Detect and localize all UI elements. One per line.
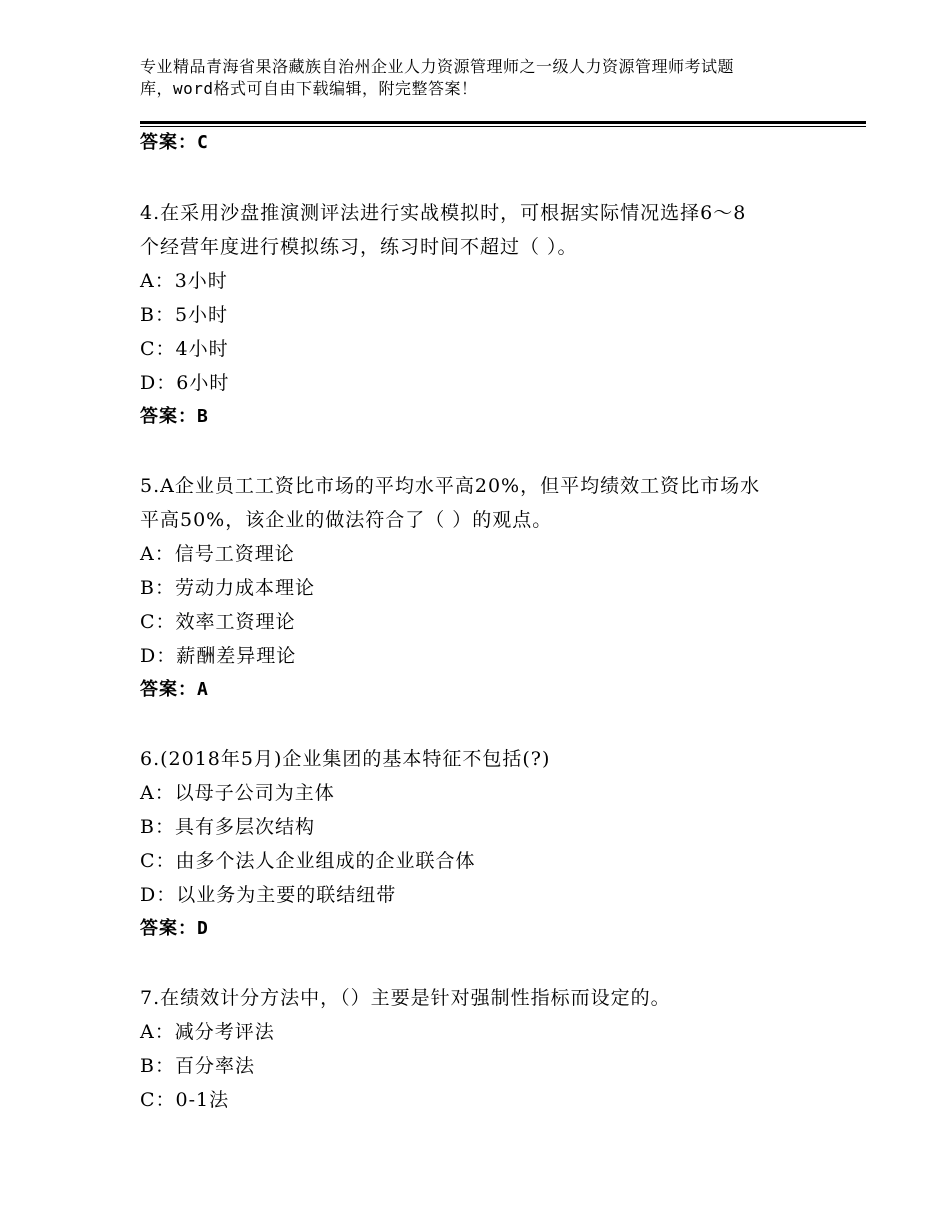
header-line-1: 专业精品青海省果洛藏族自治州企业人力资源管理师之一级人力资源管理师考试题 bbox=[140, 57, 735, 76]
answer-prev: 答案：C bbox=[140, 132, 209, 153]
q6-stem-line-1: 6.(2018年5月)企业集团的基本特征不包括(?) bbox=[140, 748, 551, 770]
q7-option-b: B：百分率法 bbox=[140, 1055, 255, 1077]
q4-option-a: A：3小时 bbox=[140, 270, 228, 292]
q6-option-a: A：以母子公司为主体 bbox=[140, 782, 335, 804]
q5-option-d: D：薪酬差异理论 bbox=[140, 645, 297, 667]
q6-answer: 答案：D bbox=[140, 918, 209, 939]
header-rule-thin bbox=[140, 126, 866, 127]
q5-option-a: A：信号工资理论 bbox=[140, 543, 295, 565]
q4-answer: 答案：B bbox=[140, 406, 209, 427]
q4-stem-line-1: 4.在采用沙盘推演测评法进行实战模拟时，可根据实际情况选择6～8 bbox=[140, 202, 747, 224]
q7-option-a: A：减分考评法 bbox=[140, 1021, 275, 1043]
q7-stem-line-1: 7.在绩效计分方法中，（）主要是针对强制性指标而设定的。 bbox=[140, 987, 671, 1009]
q4-option-b: B：5小时 bbox=[140, 304, 229, 326]
q4-option-c: C：4小时 bbox=[140, 338, 229, 360]
header-rule-thick bbox=[140, 121, 866, 124]
q5-stem-line-1: 5.A企业员工工资比市场的平均水平高20%，但平均绩效工资比市场水 bbox=[140, 475, 761, 497]
q4-stem-line-2: 个经营年度进行模拟练习，练习时间不超过（ ）。 bbox=[140, 236, 578, 258]
q4-option-d: D：6小时 bbox=[140, 372, 230, 394]
q6-option-b: B：具有多层次结构 bbox=[140, 816, 315, 838]
q5-answer: 答案：A bbox=[140, 679, 209, 700]
q5-stem-line-2: 平高50%，该企业的做法符合了（ ）的观点。 bbox=[140, 509, 553, 531]
q5-option-c: C：效率工资理论 bbox=[140, 611, 296, 633]
q6-option-c: C：由多个法人企业组成的企业联合体 bbox=[140, 850, 476, 872]
q5-option-b: B：劳动力成本理论 bbox=[140, 577, 315, 599]
header-line-2: 库，word格式可自由下载编辑，附完整答案！ bbox=[140, 79, 478, 98]
document-header bbox=[140, 56, 840, 100]
q6-option-d: D：以业务为主要的联结纽带 bbox=[140, 884, 397, 906]
q7-option-c: C：0-1法 bbox=[140, 1089, 230, 1111]
